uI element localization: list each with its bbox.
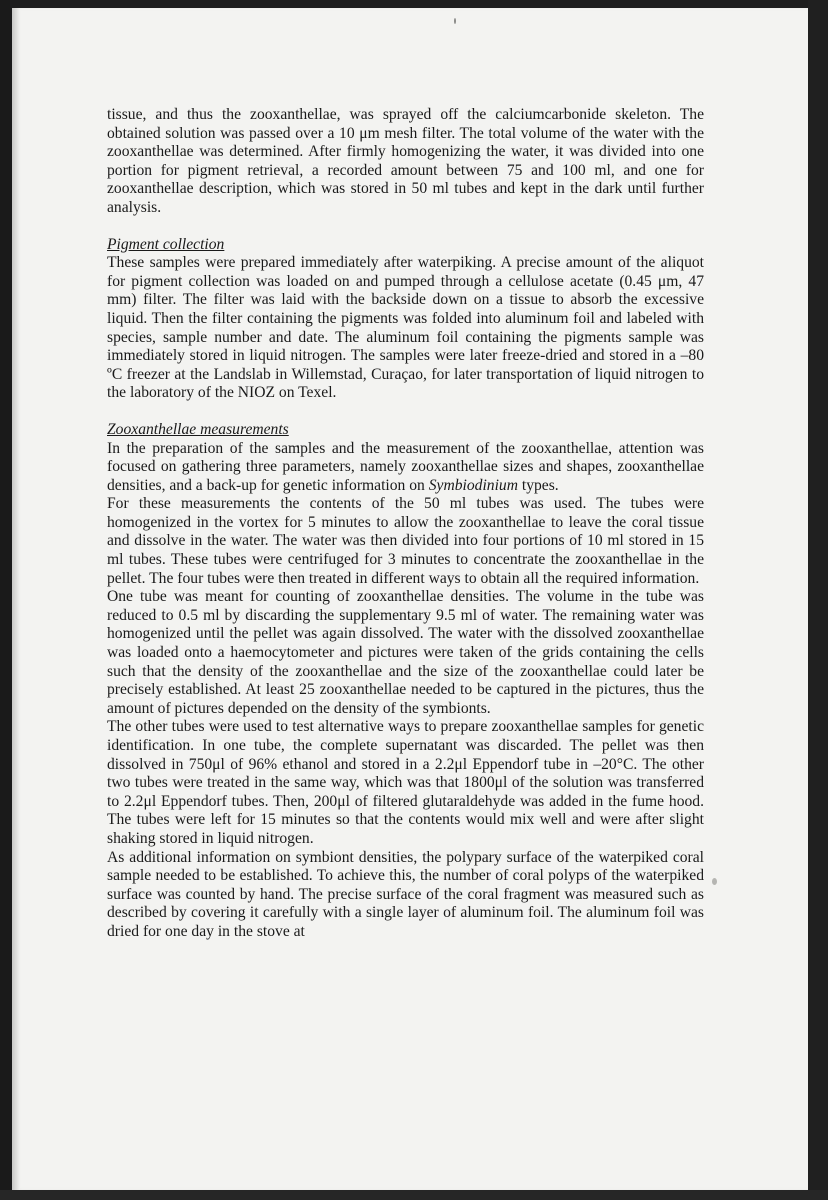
spine-shadow bbox=[12, 8, 20, 1190]
pigment-collection-heading: Pigment collection bbox=[107, 235, 225, 253]
scan-border-left bbox=[0, 0, 10, 1200]
scanned-page bbox=[12, 8, 808, 1190]
p1-text-end: types. bbox=[517, 476, 559, 494]
symbiodinium-term: Symbiodinium bbox=[428, 476, 518, 494]
zooxanthellae-measurements-heading: Zooxanthellae measurements bbox=[107, 420, 289, 438]
dust-speck bbox=[454, 18, 456, 24]
zooxanthellae-paragraph-1 bbox=[107, 440, 704, 496]
scan-border-right bbox=[808, 0, 828, 1200]
section-gap bbox=[107, 403, 704, 421]
zooxanthellae-paragraph-5: As additional information on symbiont densities, the polypary surface of the waterpiked coral sample needed to be established. To achieve this, the number of coral polyps of the waterpiked surface was counted by hand. The precise surface of the coral fragment was measured such as described by covering it carefully with a single layer of aluminum foil. The aluminum foil was dried for one day in the stove at bbox=[107, 848, 704, 940]
intro-paragraph: tissue, and thus the zooxanthellae, was sprayed off the calciumcarbonide skeleton. The obtained solution was passed over a 10 μm mesh filter. The total volume of the water with the zooxanthellae was determined. After firmly homogenizing the water, it was divided into one portion for pigment retrieval, a recorded amount between 75 and 100 ml, and one for zooxanthellae description, which was stored in 50 ml tubes and kept in the dark until further analysis. bbox=[107, 106, 704, 216]
dust-speck bbox=[712, 878, 717, 885]
section-gap bbox=[107, 218, 704, 236]
body-text bbox=[107, 106, 704, 942]
pigment-collection-paragraph: These samples were prepared immediately after waterpiking. A precise amount of the aliquot for pigment collection was loaded on and pumped through a cellulose acetate (0.45 μm, 47 mm) filter. The filter was laid with the backside down on a tissue to absorb the excessive liquid. Then the filter containing the pigments was folded into aluminum foil and labeled with species, sample number and date. The aluminum foil containing the pigments sample was immediately stored in liquid nitrogen. The samples were later freeze-dried and stored in a –80 ºC freezer at the Landslab in Willemstad, Curaçao, for later transportation of liquid nitrogen to the laboratory of the NIOZ on Texel. bbox=[107, 254, 704, 402]
scan-border-bottom bbox=[0, 1190, 828, 1200]
zooxanthellae-paragraph-4: The other tubes were used to test alternative ways to prepare zooxanthellae samples for genetic identification. In one tube, the complete supernatant was discarded. The pellet was then dissolved in 750μl of 96% ethanol and stored in a 2.2μl Eppendorf tube in –20°C. The other two tubes were treated in the same way, which was that 1800μl of the solution was transferred to 2.2μl Eppendorf tubes. Then, 200μl of filtered glutaraldehyde was added in the fume hood. The tubes were left for 15 minutes so that the contents would mix well and were after slight shaking stored in liquid nitrogen. bbox=[107, 718, 704, 847]
zooxanthellae-paragraph-2: For these measurements the contents of the 50 ml tubes was used. The tubes were homogenized in the vortex for 5 minutes to allow the zooxanthellae to leave the coral tissue and dissolve in the water. The water was then divided into four portions of 10 ml stored in 15 ml tubes. These tubes were centrifuged for 3 minutes to concentrate the zooxanthellae in the pellet. The four tubes were then treated in different ways to obtain all the required information. bbox=[107, 495, 704, 587]
p1-text-start: In the preparation of the samples and the measurement of the zooxanthellae, attention was focused on gathering three parameters, namely zooxanthellae sizes and shapes, zooxanthellae densities, and a back-up for genetic information on bbox=[107, 439, 704, 494]
zooxanthellae-paragraph-3: One tube was meant for counting of zooxanthellae densities. The volume in the tube was reduced to 0.5 ml by discarding the supplementary 9.5 ml of water. The remaining water was homogenized until the pellet was again dissolved. The water with the dissolved zooxanthellae was loaded onto a haemocytometer and pictures were taken of the grids containing the cells such that the density of the zooxanthellae and the size of the zooxanthellae could later be precisely established. At least 25 zooxanthellae needed to be captured in the pictures, thus the amount of pictures depended on the density of the symbionts. bbox=[107, 588, 704, 717]
